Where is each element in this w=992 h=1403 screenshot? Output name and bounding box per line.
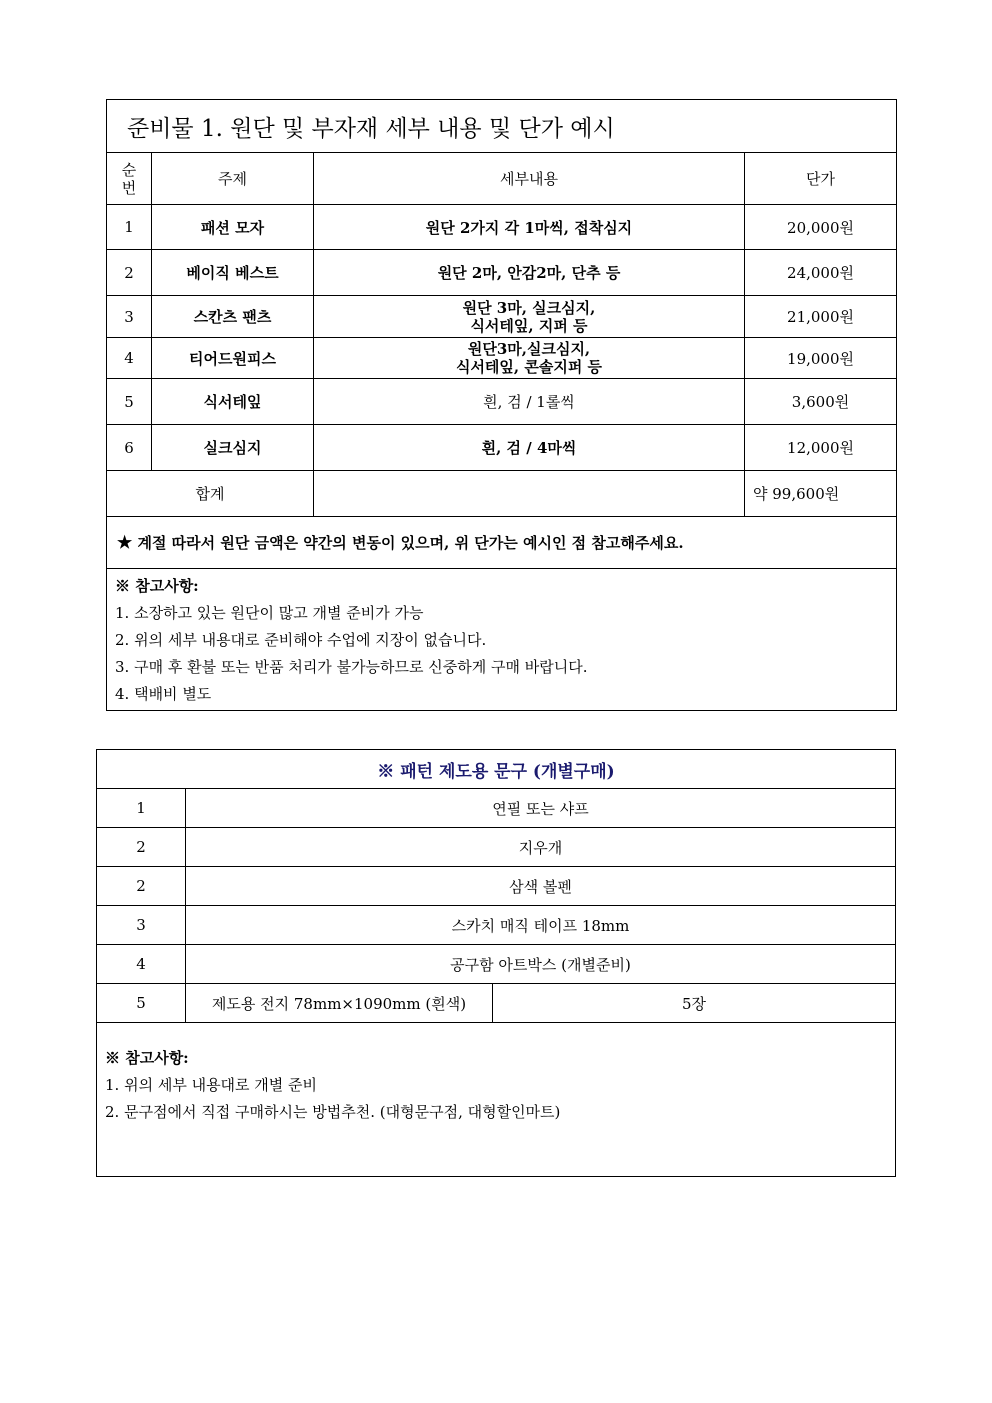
table-row: 5 제도용 전지 78mm×1090mm (흰색) 5장 — [97, 984, 896, 1023]
price-notice: ★ 계절 따라서 원단 금액은 약간의 변동이 있으며, 위 단가는 예시인 점 참고해주세요. — [107, 517, 897, 569]
header-detail: 세부내용 — [314, 153, 745, 205]
note-item: 2. 문구점에서 직접 구매하시는 방법추천. (대형문구점, 대형할인마트) — [105, 1103, 561, 1121]
notes-title: ※ 참고사항: — [115, 577, 199, 595]
header-subject: 주제 — [152, 153, 314, 205]
table-row: 3 스카치 매직 테이프 18mm — [97, 906, 896, 945]
note-item: 2. 위의 세부 내용대로 준비해야 수업에 지장이 없습니다. — [115, 631, 487, 649]
table-row: 2 베이직 베스트 원단 2마, 안감2마, 단추 등 24,000원 — [107, 250, 897, 296]
notes-box — [107, 569, 897, 711]
table-row: 2 삼색 볼펜 — [97, 867, 896, 906]
table-row: 6 실크심지 흰, 검 / 4마씩 12,000원 — [107, 425, 897, 471]
materials-title: 준비물 1. 원단 및 부자재 세부 내용 및 단가 예시 — [107, 100, 897, 153]
total-label: 합계 — [107, 471, 314, 517]
total-value: 약 99,600원 — [745, 471, 897, 517]
stationery-table — [96, 749, 896, 1177]
table-row: 3 스칸츠 팬츠 원단 3마, 실크심지, 식서테잎, 지퍼 등 21,000원 — [107, 296, 897, 338]
table-row: 4 공구함 아트박스 (개별준비) — [97, 945, 896, 984]
header-no: 순 번 — [107, 153, 152, 205]
total-row — [107, 471, 897, 517]
note-item: 3. 구매 후 환불 또는 반품 처리가 불가능하므로 신중하게 구매 바랍니다. — [115, 658, 588, 676]
header-price: 단가 — [745, 153, 897, 205]
table-row: 4 티어드원피스 원단3마,실크심지, 식서테잎, 콘솔지퍼 등 19,000원 — [107, 338, 897, 379]
materials-table — [106, 99, 897, 711]
table-row: 2 지우개 — [97, 828, 896, 867]
stationery-title: ※ 패턴 제도용 문구 (개별구매) — [97, 750, 896, 789]
notes-box — [97, 1023, 896, 1177]
star-icon: ★ — [117, 533, 133, 553]
note-item: 1. 위의 세부 내용대로 개별 준비 — [105, 1076, 318, 1094]
table-row: 5 식서테잎 흰, 검 / 1롤씩 3,600원 — [107, 379, 897, 425]
note-item: 1. 소장하고 있는 원단이 많고 개별 준비가 가능 — [115, 604, 424, 622]
notes-title: ※ 참고사항: — [105, 1049, 189, 1067]
note-item: 4. 택배비 별도 — [115, 685, 212, 703]
table-row: 1 패션 모자 원단 2가지 각 1마씩, 접착심지 20,000원 — [107, 205, 897, 250]
table-row: 1 연필 또는 샤프 — [97, 789, 896, 828]
